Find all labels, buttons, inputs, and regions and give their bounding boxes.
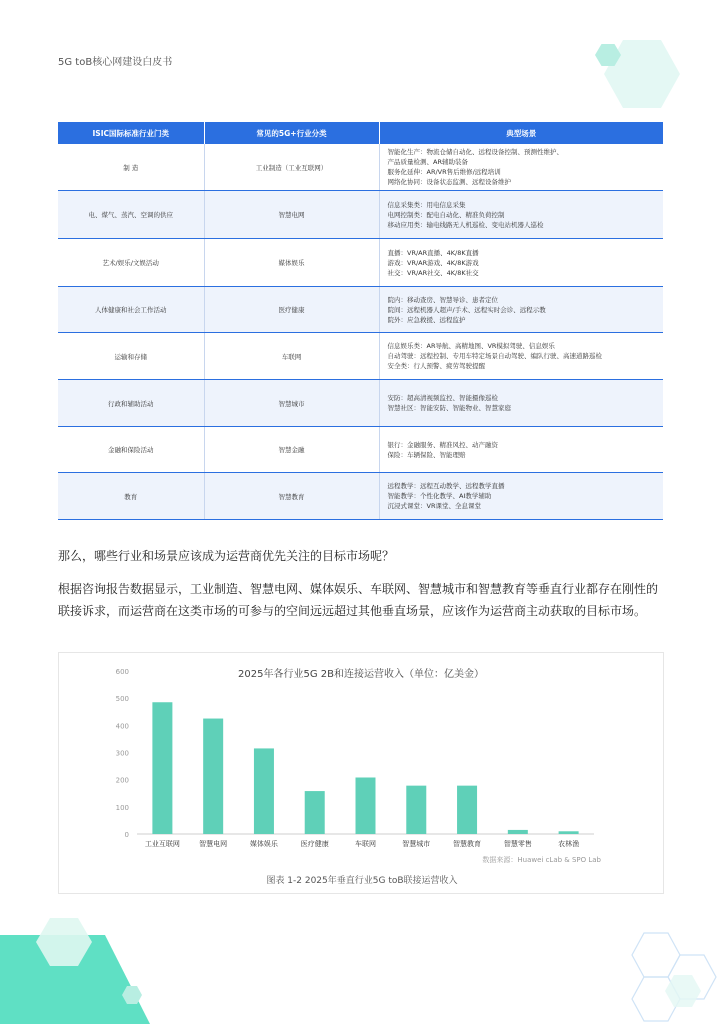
- table-row: [58, 144, 663, 191]
- table-header-scenes: 典型场景: [379, 122, 663, 144]
- bar: [356, 777, 376, 834]
- scene-line: 沉浸式课堂：VR课堂、全息课堂: [387, 502, 481, 510]
- row-category: 医疗健康: [204, 287, 379, 333]
- row-category: 工业制造（工业互联网）: [204, 144, 379, 191]
- scene-line: 银行：金融服务、精准风控、动产融资: [387, 440, 498, 449]
- row-isic: 行政和辅助活动: [58, 380, 204, 427]
- table-header-isic: ISIC国际标准行业门类: [58, 122, 204, 144]
- table-row: [58, 239, 663, 287]
- bar: [508, 830, 528, 834]
- document-header-title: 5G toB核心网建设白皮书: [58, 57, 173, 68]
- row-scenes: [379, 191, 663, 239]
- row-category: 智慧城市: [204, 380, 379, 427]
- x-tick-label: 智慧零售: [503, 840, 532, 848]
- x-tick-label: 车联网: [355, 840, 376, 848]
- bar: [203, 719, 223, 834]
- row-scenes: [379, 380, 663, 427]
- row-scenes: [379, 144, 663, 191]
- bar: [559, 831, 579, 834]
- x-tick-label: 智慧电网: [199, 840, 228, 848]
- row-category: 智慧教育: [204, 473, 379, 520]
- scene-line: 院间：远程机器人超声/手术、远程实时会诊、远程示教: [387, 305, 546, 314]
- scene-line: 智慧社区：智能安防、智能物业、智慧家庭: [387, 404, 511, 412]
- scene-line: 智能化生产：物流仓储自动化、远程设备控制、预测性维护、: [387, 148, 563, 156]
- scene-line: 服务化延伸：AR/VR售后维修/远程培训: [387, 168, 501, 176]
- scene-line: 保险：车辆保险、智能理赔: [387, 450, 466, 459]
- row-scenes: [379, 239, 663, 287]
- x-tick-label: 智慧城市: [402, 840, 431, 848]
- chart-title: 2025年各行业5G 2B和连接运营收入（单位：亿美金）: [238, 669, 484, 680]
- row-isic: 金融和保险活动: [58, 427, 204, 473]
- row-isic: 艺术/娱乐/文娱活动: [58, 239, 204, 287]
- table-row: [58, 287, 663, 333]
- bar: [457, 786, 477, 834]
- x-tick-label: 智慧教育: [453, 840, 482, 848]
- row-isic: 制 造: [58, 144, 204, 191]
- bar: [406, 786, 426, 834]
- figure-caption: 图表 1-2 2025年垂直行业5G toB联接运营收入: [266, 876, 458, 886]
- row-category: 车联网: [204, 333, 379, 380]
- scene-line: 院内：移动查房、智慧导诊、患者定位: [387, 295, 498, 304]
- y-tick-label: 500: [115, 695, 129, 704]
- revenue-chart-card: [58, 652, 664, 894]
- scene-line: 社交：VR/AR社交、4K/8K社交: [387, 268, 479, 277]
- scene-line: 自动驾驶：远程控制、专用车特定场景自动驾驶、编队行驶、高速道路巡检: [387, 352, 602, 360]
- row-isic: 电、煤气、蒸汽、空调的供应: [58, 191, 204, 239]
- question-text: 那么，哪些行业和场景应该成为运营商优先关注的目标市场呢？: [58, 549, 395, 563]
- row-scenes: [379, 473, 663, 520]
- y-tick-label: 100: [115, 803, 129, 812]
- y-tick-label: 600: [115, 668, 129, 676]
- table-row: [58, 191, 663, 239]
- row-isic: 教育: [58, 473, 204, 520]
- table-row: [58, 333, 663, 380]
- x-tick-label: 医疗健康: [300, 840, 329, 848]
- y-tick-label: 300: [115, 749, 129, 758]
- revenue-bar-chart: [59, 653, 663, 893]
- scene-line: 院外：应急救援、远程监护: [387, 315, 466, 324]
- scene-line: 安防：超高清视频监控、智能摄像巡检: [387, 394, 498, 402]
- table-row: [58, 380, 663, 427]
- bar: [152, 702, 172, 834]
- scene-line: 安全类：行人预警、疲劳驾驶提醒: [387, 362, 485, 370]
- row-scenes: [379, 333, 663, 380]
- scene-line: 远程教学：远程互动教学、远程教学直播: [387, 482, 505, 490]
- table-row: [58, 473, 663, 520]
- table-row: [58, 427, 663, 473]
- scene-line: 网络化协同：设备状态监测、远程设备维护: [387, 178, 511, 186]
- x-tick-label: 媒体娱乐: [249, 840, 278, 848]
- scene-line: 产品质量检测、AR辅助装备: [387, 158, 468, 166]
- table-header-category: 常见的5G+行业分类: [204, 122, 379, 144]
- row-category: 媒体娱乐: [204, 239, 379, 287]
- row-isic: 运输和存储: [58, 333, 204, 380]
- y-tick-label: 400: [115, 722, 129, 731]
- industry-table: [58, 122, 663, 520]
- body-paragraph: 根据咨询报告数据显示，工业制造、智慧电网、媒体娱乐、车联网、智慧城市和智慧教育等垂直行业都存在刚性的联接诉求，而运营商在这类市场的可参与的空间远远超过其他垂直场景，应该作为运营商主动获取的目标市场。: [58, 582, 659, 618]
- x-tick-label: 农林渔: [558, 840, 580, 848]
- scene-line: 信息采集类：用电信息采集: [387, 200, 466, 209]
- scene-line: 游戏：VR/AR游戏、4K/8K游戏: [387, 258, 479, 267]
- y-tick-label: 0: [124, 831, 129, 839]
- row-scenes: [379, 287, 663, 333]
- row-category: 智慧金融: [204, 427, 379, 473]
- row-scenes: [379, 427, 663, 473]
- row-category: 智慧电网: [204, 191, 379, 239]
- scene-line: 移动应用类：输电线路无人机巡检、变电站机器人巡检: [387, 220, 544, 229]
- decor-hex-outline-bottom-right: [612, 925, 724, 1024]
- chart-source-note: 数据来源：Huawei cLab & SPO Lab: [482, 856, 601, 864]
- x-tick-label: 工业互联网: [144, 840, 180, 848]
- bar: [254, 748, 274, 834]
- row-isic: 人体健康和社会工作活动: [58, 287, 204, 333]
- bar: [305, 791, 325, 834]
- scene-line: 直播：VR/AR直播、4K/8K直播: [387, 248, 479, 257]
- scene-line: 智能教学：个性化教学、AI教学辅助: [387, 492, 492, 500]
- scene-line: 电网控制类：配电自动化、精准负荷控制: [387, 210, 505, 219]
- scene-line: 信息娱乐类：AR导航、高精地图、VR模拟驾驶、信息娱乐: [387, 342, 555, 350]
- y-tick-label: 200: [115, 776, 129, 785]
